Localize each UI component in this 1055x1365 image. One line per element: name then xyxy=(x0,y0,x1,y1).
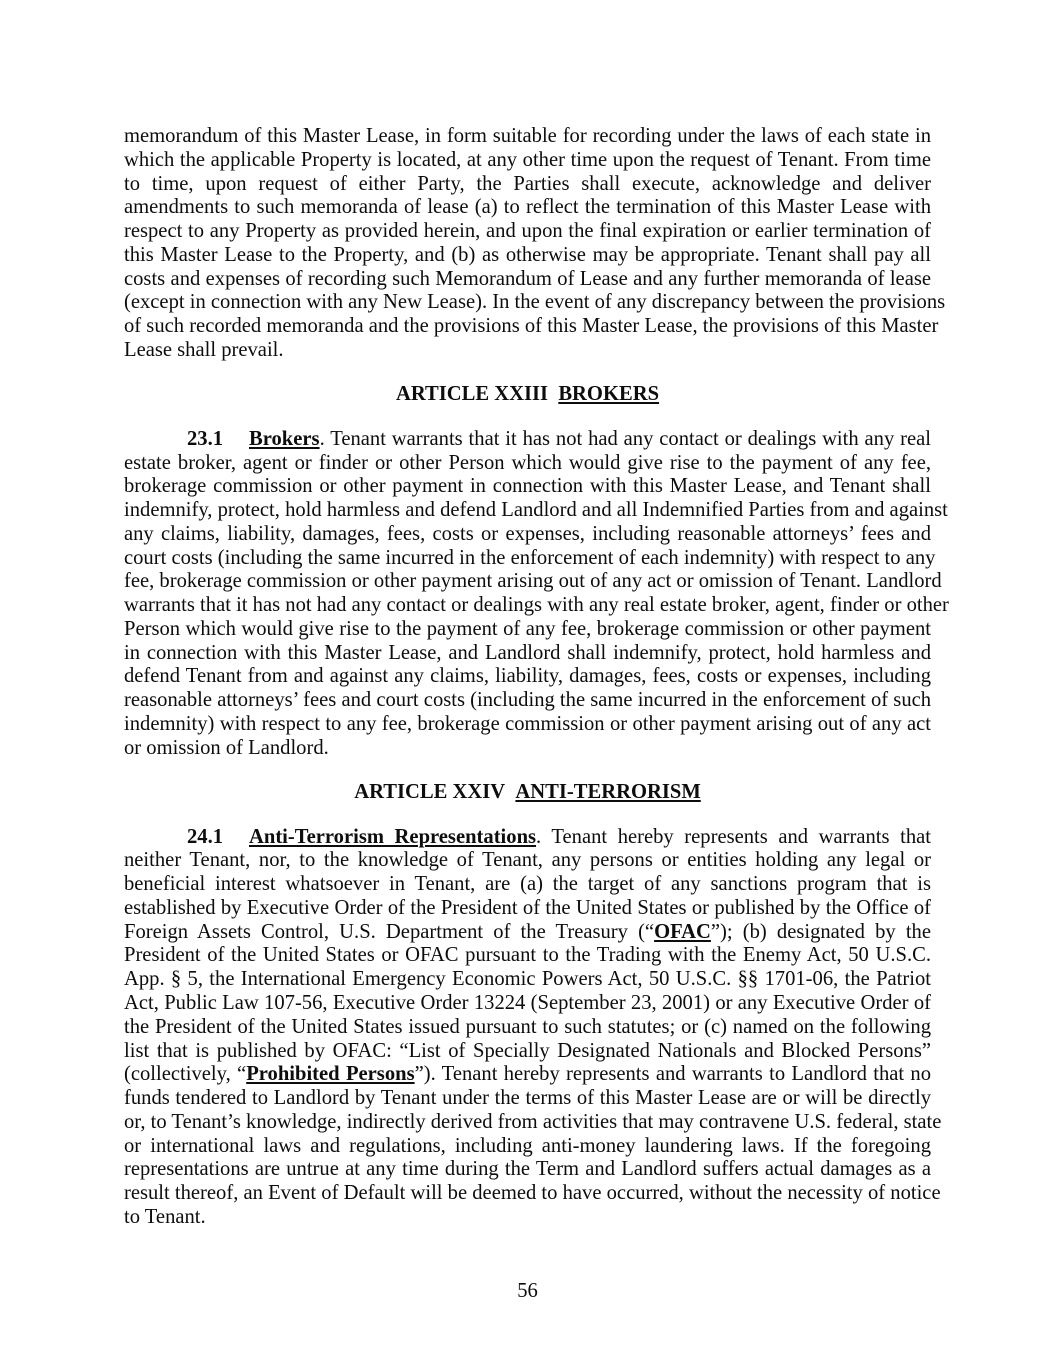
memorandum-paragraph xyxy=(124,125,946,363)
text-line: defend Tenant from and against any claims, liability, damages, fees, costs or expenses, including xyxy=(124,665,931,688)
text-line: the President of the United States issued pursuant to such statutes; or (c) named on the following xyxy=(124,1015,931,1038)
text-line: respect to any Property as provided herein, and upon the final expiration or earlier termination of xyxy=(124,220,931,243)
text-line: memorandum of this Master Lease, in form suitable for recording under the laws of each state in xyxy=(124,125,931,147)
text-line: President of the United States or OFAC pursuant to the Trading with the Enemy Act, 50 U.S.C. xyxy=(124,944,931,967)
section-23-1 xyxy=(124,427,949,761)
text-line: or international laws and regulations, including anti-money laundering laws. If the foregoing xyxy=(124,1134,931,1157)
section-title: Anti-Terrorism Representations xyxy=(249,825,537,848)
section-number: 23.1 xyxy=(187,427,224,450)
article-number: ARTICLE XXIV xyxy=(354,781,506,804)
text-line: to time, upon request of either Party, the Parties shall execute, acknowledge and deliver xyxy=(124,172,931,195)
text-line: result thereof, an Event of Default will be deemed to have occurred, without the necessity of notice xyxy=(124,1182,941,1205)
article-xxiii-heading xyxy=(124,383,931,407)
text-line: this Master Lease to the Property, and (b) as otherwise may be appropriate. Tenant shall pay all xyxy=(124,243,931,266)
section-first-line xyxy=(124,428,931,452)
text-line: warrants that it has not had any contact or dealings with any real estate broker, agent, finder or other xyxy=(124,594,949,617)
text-line xyxy=(124,921,931,945)
text-line xyxy=(124,1063,931,1087)
article-title: ANTI-TERRORISM xyxy=(515,781,701,804)
text-line: brokerage commission or other payment in connection with this Master Lease, and Tenant shall xyxy=(124,475,931,498)
text-line: App. § 5, the International Emergency Economic Powers Act, 50 U.S.C. §§ 1701-06, the Patriot xyxy=(124,968,931,991)
section-24-1 xyxy=(124,825,942,1230)
text-segment: ”); (b) designated by the xyxy=(710,920,931,943)
text-line: established by Executive Order of the President of the United States or published by the Office of xyxy=(124,896,931,919)
section-title: Brokers xyxy=(249,427,320,450)
text-line: Act, Public Law 107-56, Executive Order 13224 (September 23, 2001) or any Executive Order of xyxy=(124,992,931,1015)
defined-term-ofac: OFAC xyxy=(654,920,711,943)
text-line: (except in connection with any New Lease). In the event of any discrepancy between the provisions xyxy=(124,291,946,314)
text-line: Lease shall prevail. xyxy=(124,338,284,361)
text-line: fee, brokerage commission or other payment arising out of any act or omission of Tenant. Landlord xyxy=(124,570,942,593)
text-line: or, to Tenant’s knowledge, indirectly derived from activities that may contravene U.S. federal, state xyxy=(124,1110,942,1133)
text-line: Person which would give rise to the payment of any fee, brokerage commission or other payment xyxy=(124,617,931,640)
text-line: any claims, liability, damages, fees, costs or expenses, including reasonable attorneys’ fees and xyxy=(124,522,931,545)
text-segment: (collectively, “ xyxy=(124,1063,247,1086)
article-xxiv-heading xyxy=(124,781,931,805)
text-line: indemnify, protect, hold harmless and defend Landlord and all Indemnified Parties from and against xyxy=(124,499,948,522)
text-line: estate broker, agent or finder or other Person which would give rise to the payment of any fee, xyxy=(124,451,931,474)
page-number: 56 xyxy=(517,1280,538,1302)
text-line: which the applicable Property is located, at any other time upon the request of Tenant. From time xyxy=(124,148,931,171)
defined-term-prohibited-persons: Prohibited Persons xyxy=(246,1063,415,1086)
text-line: in connection with this Master Lease, and Landlord shall indemnify, protect, hold harmless and xyxy=(124,641,931,664)
section-text: . Tenant warrants that it has not had any contact or dealings with any real xyxy=(319,427,931,450)
text-line: costs and expenses of recording such Memorandum of Lease and any further memoranda of lease xyxy=(124,267,931,290)
text-line: funds tendered to Landlord by Tenant under the terms of this Master Lease are or will be directly xyxy=(124,1087,931,1110)
article-number: ARTICLE XXIII xyxy=(395,383,549,406)
text-line: of such recorded memoranda and the provisions of this Master Lease, the provisions of this Master xyxy=(124,315,939,338)
text-line: representations are untrue at any time during the Term and Landlord suffers actual damages as a xyxy=(124,1158,931,1181)
page-body xyxy=(124,125,949,1250)
text-segment: ”). Tenant hereby represents and warrants to Landlord that no xyxy=(414,1063,931,1086)
text-line: court costs (including the same incurred in the enforcement of each indemnity) with respect to any xyxy=(124,546,936,569)
article-title: BROKERS xyxy=(558,383,660,406)
section-number: 24.1 xyxy=(187,825,224,848)
text-line: beneficial interest whatsoever in Tenant, are (a) the target of any sanctions program that is xyxy=(124,873,931,896)
text-line: amendments to such memoranda of lease (a) to reflect the termination of this Master Lease with xyxy=(124,196,931,219)
text-line: reasonable attorneys’ fees and court costs (including the same incurred in the enforcement of such xyxy=(124,689,932,712)
text-line: or omission of Landlord. xyxy=(124,736,329,759)
section-text: . Tenant hereby represents and warrants that xyxy=(536,825,931,848)
text-segment: Foreign Assets Control, U.S. Department of the Treasury (“ xyxy=(124,920,655,943)
section-first-line xyxy=(124,826,931,850)
text-line: list that is published by OFAC: “List of Specially Designated Nationals and Blocked Persons” xyxy=(124,1039,931,1062)
text-line: indemnity) with respect to any fee, brokerage commission or other payment arising out of any act xyxy=(124,712,931,735)
text-line: to Tenant. xyxy=(124,1205,206,1228)
text-line: neither Tenant, nor, to the knowledge of Tenant, any persons or entities holding any legal or xyxy=(124,849,931,872)
